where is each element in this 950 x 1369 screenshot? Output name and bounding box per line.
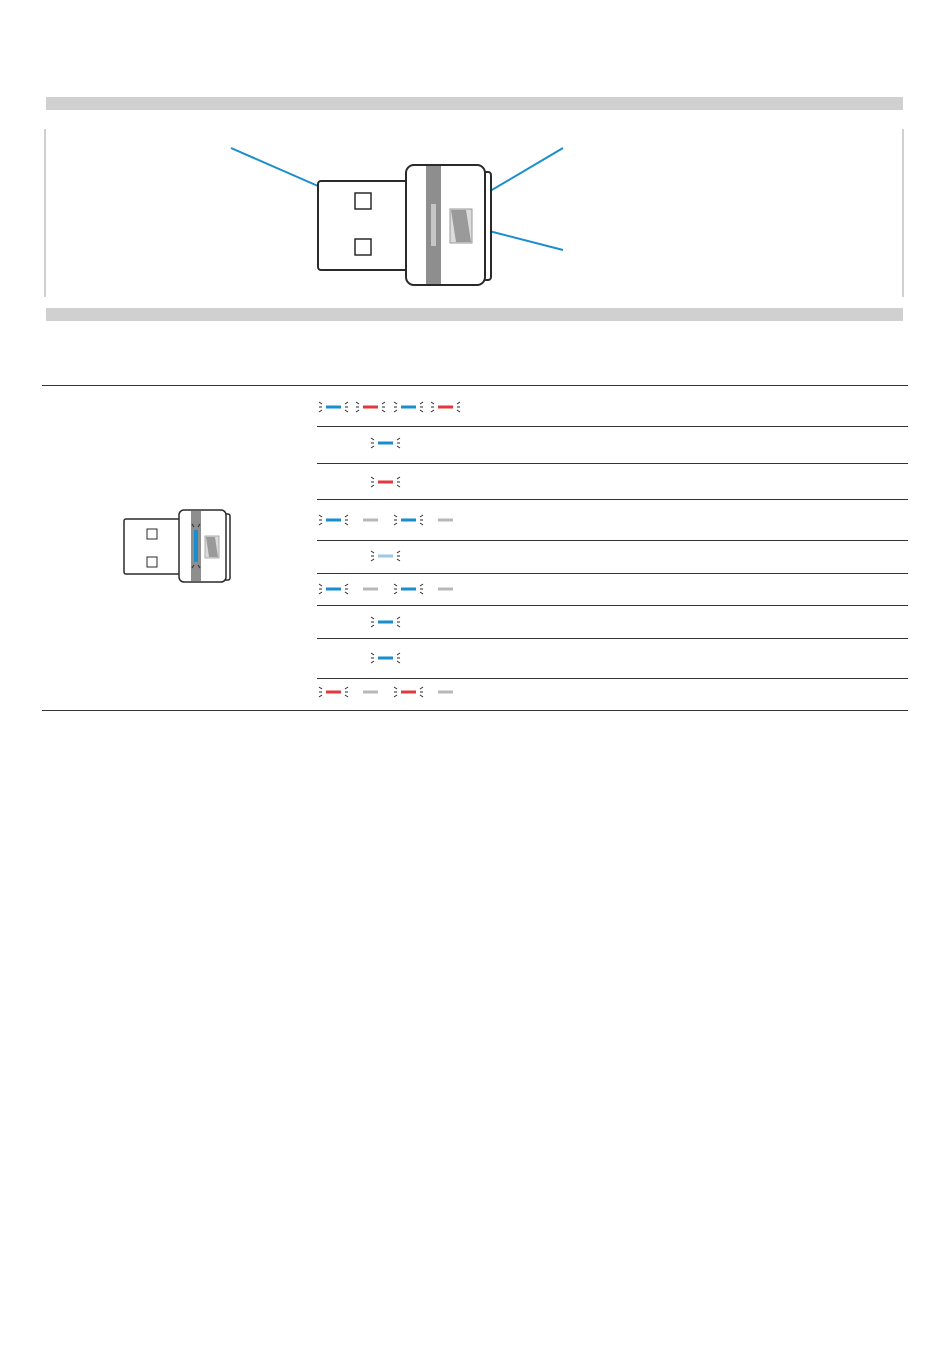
led-bar [378,481,393,484]
led-symbol-red-flash [319,687,348,697]
usb-contact-hole [147,529,157,539]
led-symbol-blue-flash [319,515,348,525]
led-bar [438,588,453,591]
table-row-divider [317,426,908,427]
table-row-divider [317,605,908,606]
table-row-divider [317,540,908,541]
led-bar [401,588,416,591]
led-pattern [317,549,517,563]
led-bar [326,691,341,694]
led-symbol-blue-flash [319,584,348,594]
led-bar [326,406,341,409]
table-row-divider [317,463,908,464]
led-symbol-gray [363,519,378,522]
led-symbol-gray [363,691,378,694]
led-pattern [317,513,517,527]
led-pattern [317,651,517,665]
led-bar [363,519,378,522]
led-symbol-blue-flash [371,653,400,663]
led-symbol-gray [438,588,453,591]
led-pattern [317,475,517,489]
led-bar [378,442,393,445]
led-bar [378,555,393,558]
led-bar [438,406,453,409]
led-pattern [317,615,517,629]
led-symbol-gray [363,588,378,591]
led-pattern [317,436,517,450]
led-pattern [317,400,517,414]
led-symbol-red-flash [394,687,423,697]
led-symbol-blue-flash [394,515,423,525]
led-symbol-blue-flash [371,617,400,627]
led-bar [363,406,378,409]
table-row-divider [317,573,908,574]
led-window-lit [194,530,198,562]
led-symbol-gray [438,519,453,522]
led-symbol-blue-flash [394,584,423,594]
led-bar [378,657,393,660]
led-bar [363,691,378,694]
led-pattern [317,685,517,699]
led-symbol-blue-flash [319,402,348,412]
table-row-divider [317,499,908,500]
led-symbol-red-flash [371,477,400,487]
led-bar [363,588,378,591]
led-symbol-blue-flash [371,438,400,448]
led-bar [378,621,393,624]
table-row-divider [317,678,908,679]
led-symbol-blue-flash [394,402,423,412]
led-symbol-light-blue [371,551,400,561]
sennheiser-s-logo-icon [205,536,219,558]
usb-contact-hole [147,557,157,567]
led-bar [438,519,453,522]
led-bar [438,691,453,694]
led-bar [401,691,416,694]
led-symbol-red-flash [431,402,460,412]
led-bar [326,519,341,522]
led-symbol-red-flash [356,402,385,412]
led-pattern [317,582,517,596]
led-bar [326,588,341,591]
led-symbol-gray [438,691,453,694]
led-bar [401,519,416,522]
led-bar [401,406,416,409]
table-row-divider [317,638,908,639]
